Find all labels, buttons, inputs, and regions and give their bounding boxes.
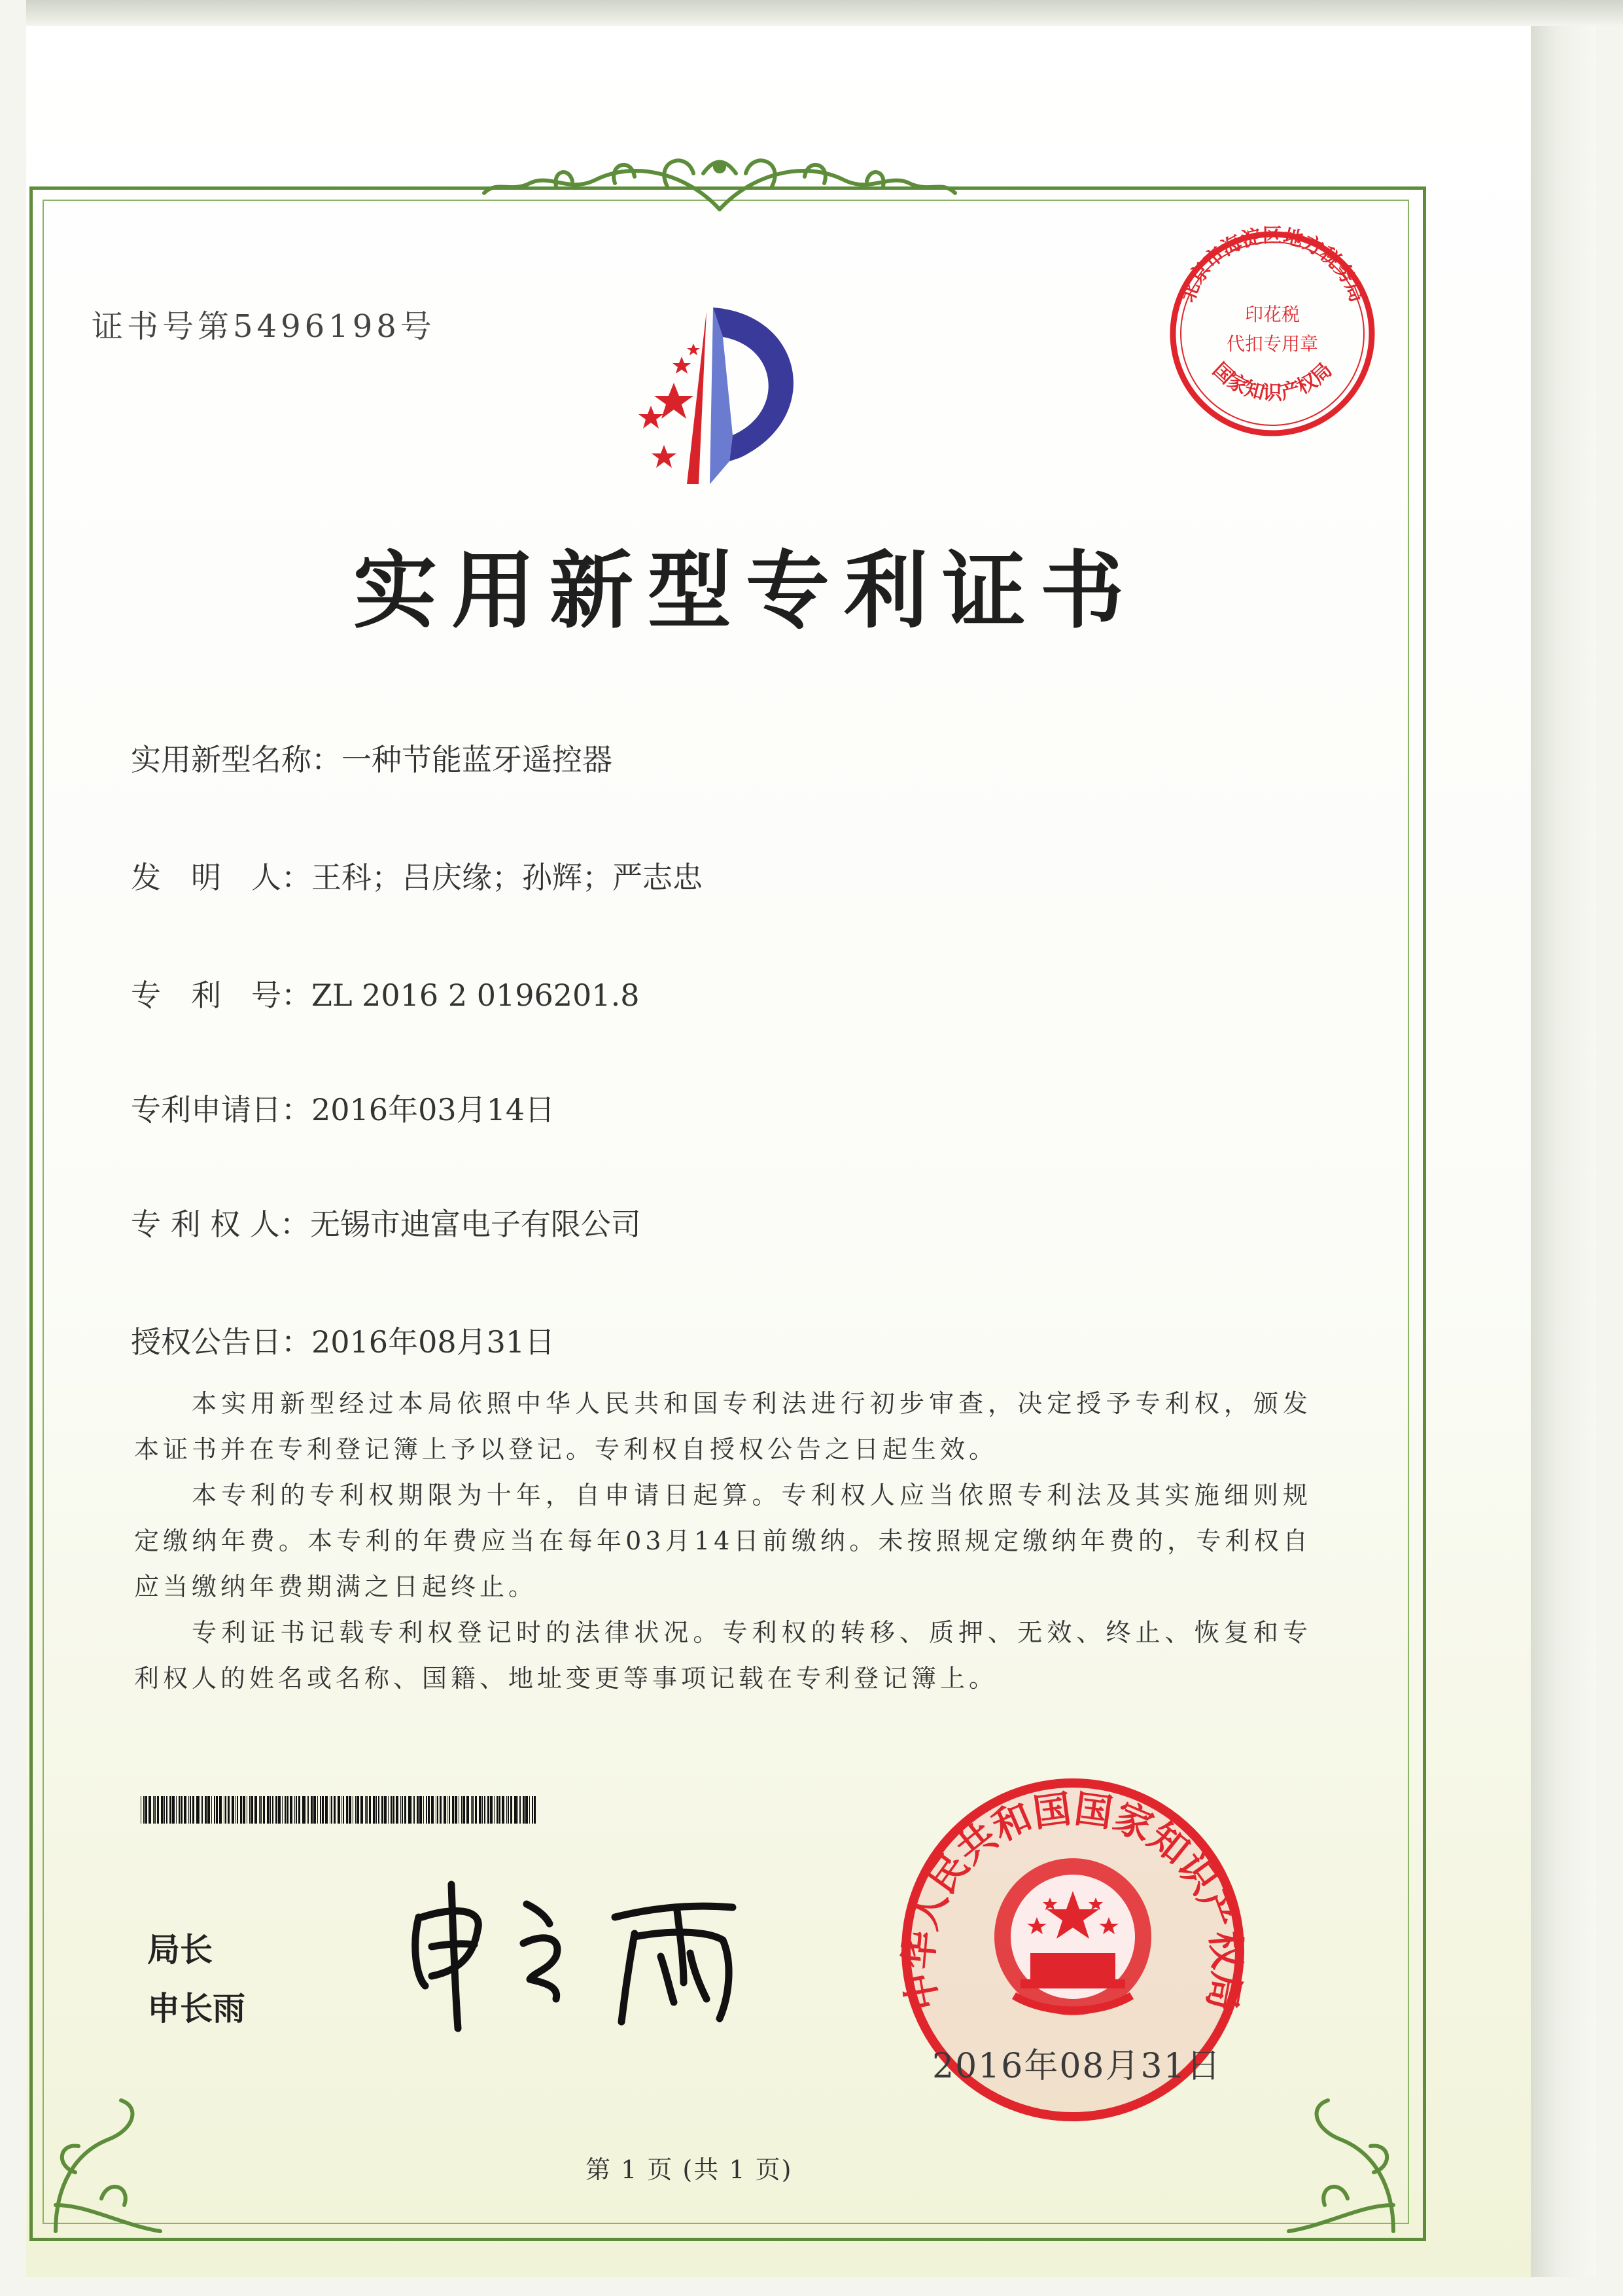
barcode-bar (373, 1796, 375, 1824)
barcode-bar (205, 1796, 207, 1824)
barcode-bar (243, 1796, 245, 1824)
barcode-bar (219, 1796, 222, 1824)
field-separator: ： (281, 978, 311, 1013)
svg-text:北京市海淀区地方税务局 (1176, 224, 1369, 306)
field-value: 2016年08月31日 (311, 1324, 555, 1360)
barcode-bar (378, 1796, 379, 1824)
barcode-bar (388, 1796, 389, 1824)
barcode-bar (153, 1796, 154, 1824)
barcode-bar (487, 1796, 489, 1824)
barcode-bar (214, 1796, 215, 1824)
field-value: 无锡市迪富电子有限公司 (309, 1207, 641, 1242)
field-grant-date (131, 1318, 555, 1362)
scan-top-shadow (26, 0, 1623, 26)
barcode-bar (278, 1796, 281, 1824)
barcode-bar (290, 1796, 292, 1824)
barcode-bar (508, 1796, 509, 1824)
barcode-bar (334, 1796, 336, 1824)
barcode-bar (251, 1796, 253, 1824)
field-separator: ： (281, 1092, 311, 1127)
body-paragraph: 本实用新型经过本局依照中华人民共和国专利法进行初步审查，决定授予专利权，颁发本证书并在专利登记簿上予以登记。专利权自授权公告之日起生效。 (134, 1389, 1312, 1464)
corner-ornament-bottom-right (1276, 2074, 1420, 2238)
barcode-bar (145, 1796, 147, 1824)
barcode-bar (325, 1796, 328, 1824)
barcode-bar (228, 1796, 230, 1824)
barcode-bar (157, 1796, 159, 1824)
barcode-bar (514, 1796, 517, 1824)
tax-seal-center-line-1: 印花税 (1244, 304, 1300, 325)
tax-seal-ring-text: 北京市海淀区地方税务局 (1176, 224, 1369, 306)
barcode-bar (169, 1796, 171, 1824)
patent-office-logo (589, 294, 850, 491)
barcode-bar (490, 1796, 493, 1824)
field-label: 专 利 权 人 (131, 1207, 280, 1242)
barcode-bar (369, 1796, 371, 1824)
barcode-bar (263, 1796, 265, 1824)
barcode-bar (166, 1796, 167, 1824)
barcode-bar (455, 1796, 457, 1824)
barcode-bar (413, 1796, 415, 1824)
barcode-bar (346, 1796, 348, 1824)
tax-seal-bottom-text: 国家知识产权局 (1208, 358, 1337, 405)
barcode-bar (190, 1796, 191, 1824)
barcode-bar (294, 1796, 295, 1824)
field-label: 实用新型名称 (131, 742, 311, 777)
barcode-bar (267, 1796, 270, 1824)
tax-seal (1161, 222, 1384, 445)
barcode-bar (184, 1796, 186, 1824)
national-emblem (994, 1858, 1151, 2015)
barcode-bar (498, 1796, 500, 1824)
director-title: 局长 (147, 1931, 213, 1969)
barcode-bar (240, 1796, 242, 1824)
barcode-bar (232, 1796, 234, 1824)
barcode-bar (235, 1796, 236, 1824)
barcode-bar (471, 1796, 472, 1824)
barcode-bar (444, 1796, 446, 1824)
barcode-bar (391, 1796, 392, 1824)
barcode-bar (482, 1796, 483, 1824)
barcode-bar (384, 1796, 387, 1824)
barcode-bar (502, 1796, 504, 1824)
barcode-bar (343, 1796, 344, 1824)
certificate-title: 实用新型专利证书 (353, 542, 1139, 640)
barcode-bar (285, 1796, 286, 1824)
barcode-bar (225, 1796, 226, 1824)
barcode-bar (296, 1796, 297, 1824)
barcode-bar (466, 1796, 469, 1824)
barcode-bar (161, 1796, 164, 1824)
barcode-bar (275, 1796, 277, 1824)
field-label: 发 明 人 (131, 860, 281, 895)
barcode-bar (249, 1796, 251, 1824)
barcode-bar (331, 1796, 332, 1824)
barcode-bar (463, 1796, 465, 1824)
barcode-bar (428, 1796, 430, 1824)
field-value: 王科；吕庆缘；孙辉；严志忠 (311, 860, 703, 895)
barcode-bar (302, 1796, 305, 1824)
barcode-bar (449, 1796, 450, 1824)
field-utility-model-name (131, 736, 612, 779)
official-seal-ring-text: 中华人民共和国国家知识产权局 (896, 1786, 1250, 2015)
svg-text:国家知识产权局 (1208, 359, 1337, 404)
barcode-bar (519, 1796, 521, 1824)
body-paragraph: 专利证书记载专利权登记时的法律状况。专利权的转移、质押、无效、终止、恢复和专利权人的姓名或名称、国籍、地址变更等事项记载在专利登记簿上。 (134, 1618, 1312, 1693)
body-paragraph: 本专利的专利权期限为十年，自申请日起算。专利权人应当依照专利法及其实施细则规定缴纳年费。本专利的年费应当在每年03月14日前缴纳。未按照规定缴纳年费的，专利权自应当缴纳年费期满之日起终止。 (134, 1481, 1312, 1601)
field-inventors (131, 854, 703, 897)
barcode-bar (404, 1796, 406, 1824)
barcode-bar (201, 1796, 203, 1824)
field-label: 专利申请日 (131, 1092, 281, 1127)
barcode-bar (393, 1796, 394, 1824)
barcode-bar (525, 1796, 528, 1824)
barcode-bar (317, 1796, 318, 1824)
barcode-bar (510, 1796, 512, 1824)
field-separator: ： (281, 1324, 311, 1360)
page-edge (1531, 26, 1596, 2277)
barcode-bar (270, 1796, 271, 1824)
barcode-bar (196, 1796, 199, 1824)
barcode-bar (287, 1796, 288, 1824)
barcode-bar (408, 1796, 411, 1824)
barcode-bar (320, 1796, 321, 1824)
barcode-bar (272, 1796, 273, 1824)
barcode-bar (437, 1796, 438, 1824)
barcode-bar (188, 1796, 189, 1824)
barcode-bar (207, 1796, 210, 1824)
barcode-bar (529, 1796, 530, 1824)
field-separator: ： (279, 1207, 310, 1242)
field-patent-number (131, 972, 639, 1015)
barcode-bar (452, 1796, 454, 1824)
barcode-bar (172, 1796, 175, 1824)
barcode-bar (494, 1796, 495, 1824)
barcode-bar (305, 1796, 306, 1824)
page-footer: 第 1 页 (共 1 页) (585, 2155, 793, 2184)
top-ornament (471, 147, 968, 226)
barcode-bar (431, 1796, 434, 1824)
field-patentee (131, 1201, 641, 1244)
barcode-bar (461, 1796, 462, 1824)
field-separator: ： (281, 860, 311, 895)
director-name: 申长雨 (147, 1990, 245, 2028)
barcode-bar (181, 1796, 183, 1824)
barcode-bar (534, 1796, 536, 1824)
barcode-bar (411, 1796, 412, 1824)
barcode-bar (260, 1796, 262, 1824)
barcode-bar (484, 1796, 485, 1824)
barcode (141, 1796, 540, 1824)
director-signature (393, 1871, 759, 2041)
barcode-bar (298, 1796, 300, 1824)
certificate-number: 证书号第5496198号 (92, 308, 436, 345)
barcode-bar (349, 1796, 351, 1824)
field-application-date (131, 1086, 555, 1129)
barcode-bar (164, 1796, 165, 1824)
certificate-body (134, 1381, 1312, 1701)
barcode-bar (154, 1796, 156, 1824)
barcode-bar (237, 1796, 238, 1824)
barcode-bar (440, 1796, 442, 1824)
field-value: ZL 2016 2 0196201.8 (311, 978, 640, 1013)
barcode-bar (282, 1796, 283, 1824)
barcode-bar (396, 1796, 398, 1824)
barcode-bar (313, 1796, 316, 1824)
barcode-bar (143, 1796, 145, 1824)
field-value: 一种节能蓝牙遥控器 (341, 742, 612, 777)
tax-seal-center-line-2: 代扣专用章 (1226, 333, 1319, 355)
barcode-bar (479, 1796, 481, 1824)
barcode-bar (307, 1796, 309, 1824)
corner-ornament-bottom-left (29, 2074, 173, 2238)
barcode-bar (211, 1796, 212, 1824)
barcode-bar (376, 1796, 377, 1824)
barcode-bar (400, 1796, 401, 1824)
barcode-bar (475, 1796, 477, 1824)
barcode-bar (517, 1796, 518, 1824)
barcode-bar (419, 1796, 422, 1824)
barcode-bar (506, 1796, 507, 1824)
field-label: 授权公告日 (131, 1324, 281, 1360)
barcode-bar (311, 1796, 313, 1824)
barcode-bar (381, 1796, 383, 1824)
field-value: 2016年03月14日 (311, 1092, 555, 1127)
barcode-bar (176, 1796, 177, 1824)
seal-date: 2016年08月31日 (932, 2047, 1222, 2086)
barcode-bar (472, 1796, 474, 1824)
field-label: 专 利 号 (131, 978, 281, 1013)
barcode-bar (366, 1796, 368, 1824)
barcode-bar (423, 1796, 424, 1824)
barcode-bar (360, 1796, 363, 1824)
barcode-bar (497, 1796, 498, 1824)
barcode-bar (402, 1796, 403, 1824)
barcode-bar (338, 1796, 340, 1824)
barcode-bar (216, 1796, 218, 1824)
barcode-bar (355, 1796, 357, 1824)
barcode-bar (523, 1796, 525, 1824)
barcode-bar (365, 1796, 366, 1824)
barcode-bar (259, 1796, 260, 1824)
barcode-bar (417, 1796, 419, 1824)
barcode-bar (322, 1796, 324, 1824)
barcode-bar (254, 1796, 257, 1824)
barcode-bar (192, 1796, 194, 1824)
barcode-bar (179, 1796, 180, 1824)
barcode-bar (532, 1796, 533, 1824)
barcode-bar (426, 1796, 427, 1824)
barcode-bar (357, 1796, 359, 1824)
barcode-bar (148, 1796, 151, 1824)
field-separator: ： (311, 742, 341, 777)
